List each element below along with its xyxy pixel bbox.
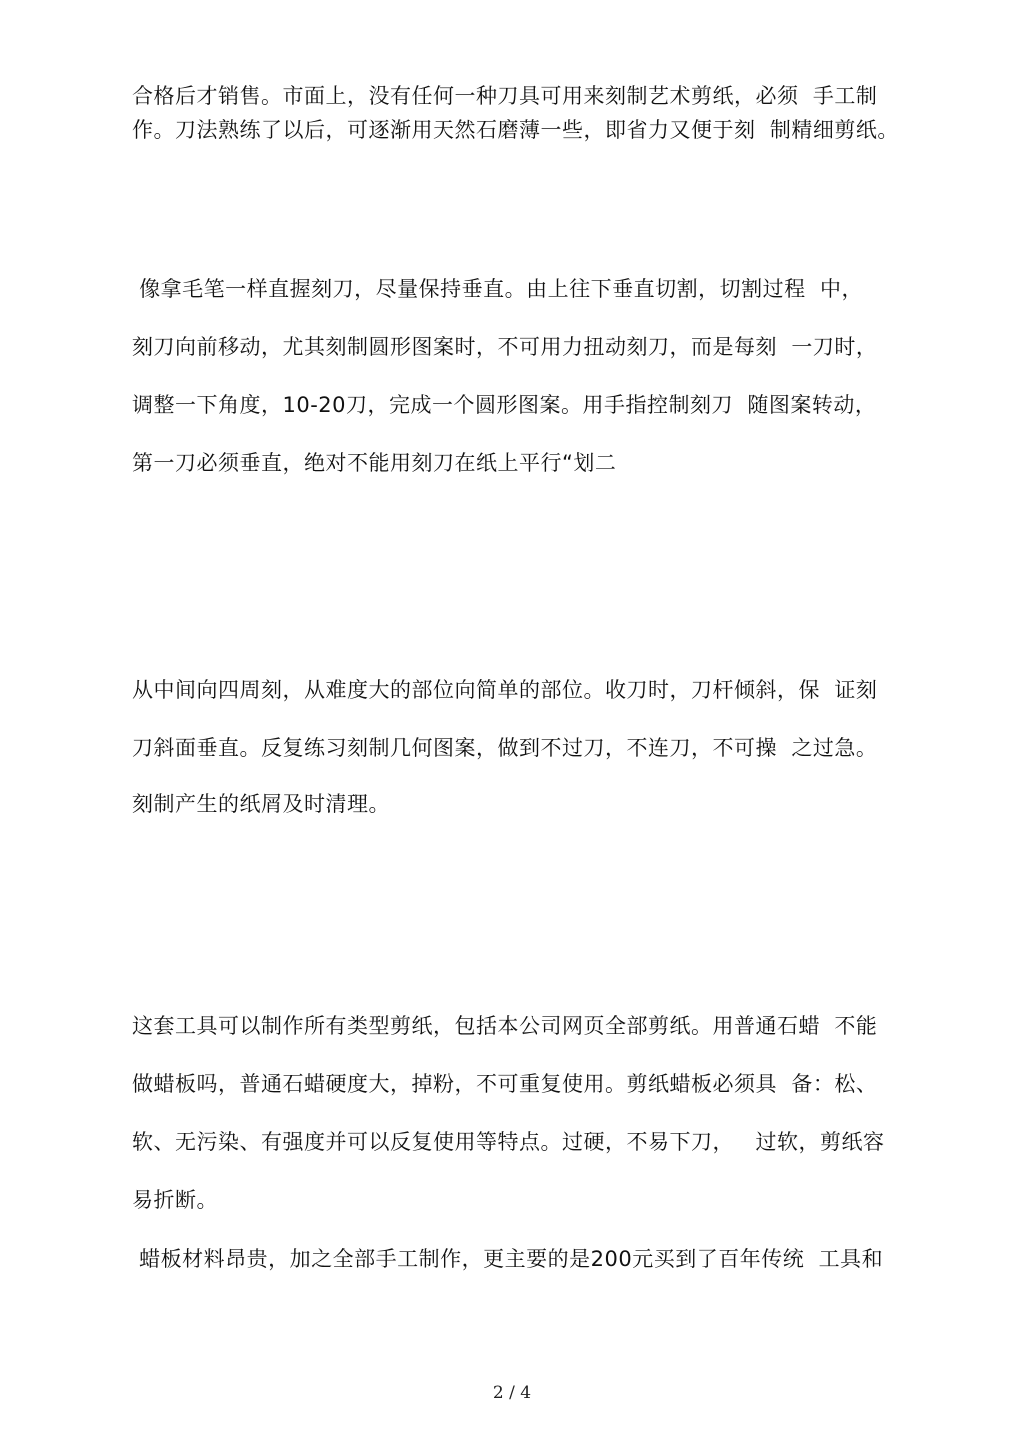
text-line: 像拿毛笔一样直握刻刀，尽量保持垂直。由上往下垂直切割，切割过程 中， [132,277,864,301]
text-line: 做蜡板吗，普通石蜡硬度大，掉粉，不可重复使用。剪纸蜡板必须具 备：松、 [132,1072,878,1096]
text-line: 刀斜面垂直。反复练习刻制几何图案，做到不过刀，不连刀，不可操 之过急。 [132,736,878,760]
text-line: 蜡板材料昂贵，加之全部手工制作，更主要的是200元买到了百年传统 工具和 [132,1247,884,1271]
page-number: 2 / 4 [492,1383,532,1403]
text-line: 从中间向四周刻，从难度大的部位向简单的部位。收刀时，刀杆倾斜，保 证刻 [132,678,878,702]
text-line: 刻制产生的纸屑及时清理。 [132,792,390,816]
text-line: 软、无污染、有强度并可以反复使用等特点。过硬，不易下刀， 过软，剪纸容 [132,1130,885,1154]
text-line: 易折断。 [132,1188,218,1212]
text-line: 作。刀法熟练了以后，可逐渐用天然石磨薄一些，即省力又便于刻 制精细剪纸。 [132,118,899,142]
text-line: 合格后才销售。市面上，没有任何一种刀具可用来刻制艺术剪纸，必须 手工制 [132,84,878,108]
text-line: 第一刀必须垂直，绝对不能用刻刀在纸上平行“划二 [132,451,617,475]
text-line: 调整一下角度，10-20刀，完成一个圆形图案。用手指控制刻刀 随图案转动， [132,393,877,417]
text-line: 刻刀向前移动，尤其刻制圆形图案时，不可用力扭动刻刀，而是每刻 一刀时， [132,335,878,359]
text-line: 这套工具可以制作所有类型剪纸，包括本公司网页全部剪纸。用普通石蜡 不能 [132,1014,878,1038]
